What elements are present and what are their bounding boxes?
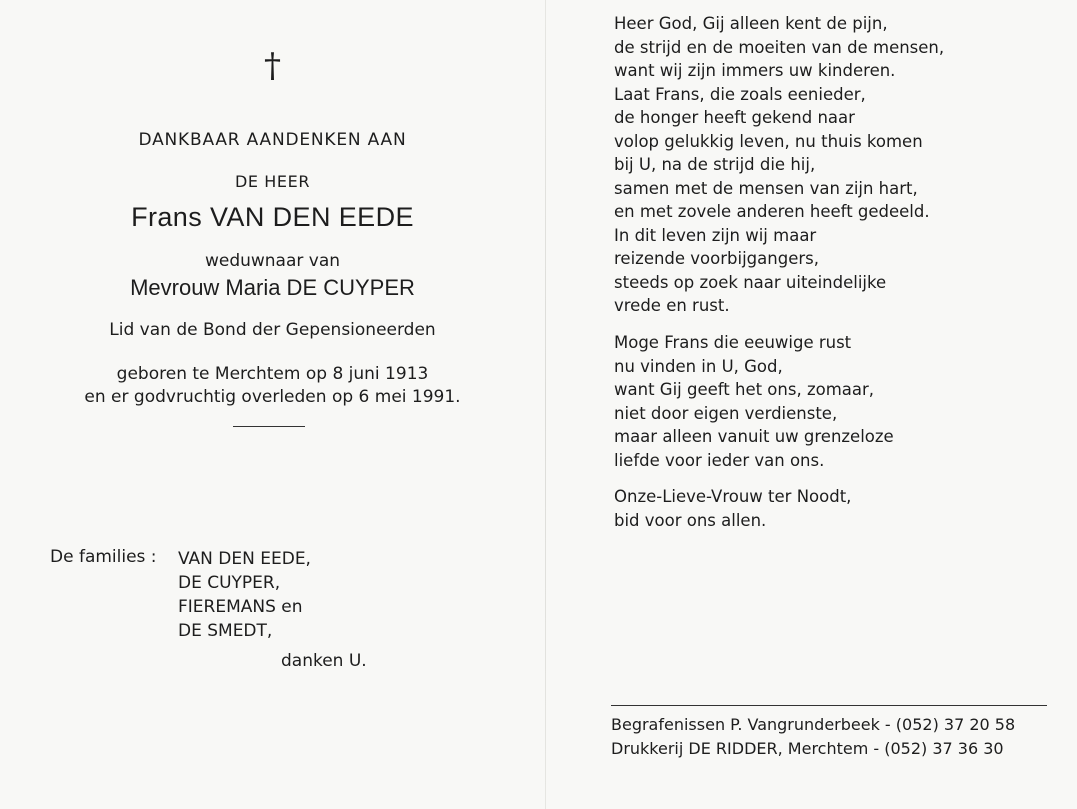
poem-line: In dit leven zijn wij maar <box>614 225 817 245</box>
deceased-name: Frans VAN DEN EEDE <box>131 202 414 232</box>
printer-credits <box>611 713 1015 761</box>
poem-line: de strijd en de moeiten van de mensen, <box>614 37 945 57</box>
poem-line: Onze-Lieve-Vrouw ter Noodt, <box>614 487 852 506</box>
poem-line: Moge Frans die eeuwige rust <box>614 333 852 352</box>
prayer-stanza-1 <box>614 12 944 318</box>
poem-line: liefde voor ieder van ons. <box>614 450 825 470</box>
poem-line: want Gij geeft het ons, zomaar, <box>614 380 875 399</box>
poem-line: maar alleen vanuit uw grenzeloze <box>614 427 894 446</box>
family-names-list <box>178 547 311 643</box>
poem-line: want wij zijn immers uw kinderen. <box>614 61 896 80</box>
poem-line: samen met de mensen van zijn hart, <box>614 178 918 198</box>
cross-icon: † <box>264 46 281 86</box>
birth-line: geboren te Merchtem op 8 juni 1913 <box>116 364 429 384</box>
spouse-name: Mevrouw Maria DE CUYPER <box>130 275 415 300</box>
poem-line: Laat Frans, die zoals eenieder, <box>614 84 866 104</box>
dedication-heading: DANKBAAR AANDENKEN AAN <box>138 130 407 150</box>
relation-text: weduwnaar van <box>204 251 341 271</box>
death-line: en er godvruchtig overleden op 6 mei 1991. <box>84 387 461 407</box>
poem-line: de honger heeft gekend naar <box>614 108 855 127</box>
poem-line: volop gelukkig leven, nu thuis komen <box>614 131 923 151</box>
poem-line: reizende voorbijgangers, <box>614 249 819 268</box>
poem-line: bij U, na de strijd die hij, <box>614 155 816 174</box>
poem-line: nu vinden in U, God, <box>614 356 783 376</box>
card-fold <box>545 0 546 809</box>
honorific: DE HEER <box>234 172 311 191</box>
membership-text: Lid van de Bond der Gepensioneerden <box>109 320 436 340</box>
family-name: DE SMEDT, <box>178 621 273 641</box>
poem-line: steeds op zoek naar uiteindelijke <box>614 272 887 292</box>
poem-line: bid voor ons allen. <box>614 510 767 530</box>
credit-line: Drukkerij DE RIDDER, Merchtem - (052) 37 36 30 <box>611 739 1004 758</box>
family-name: DE CUYPER, <box>178 573 281 593</box>
families-label: De families : <box>50 547 157 567</box>
credit-line: Begrafenissen P. Vangrunderbeek - (052) 37 20 58 <box>611 715 1016 734</box>
poem-line: niet door eigen verdienste, <box>614 403 838 423</box>
prayer-stanza-2 <box>614 331 894 472</box>
family-name: VAN DEN EEDE, <box>178 549 311 569</box>
divider <box>233 426 305 427</box>
poem-line: en met zovele anderen heeft gedeeld. <box>614 202 930 221</box>
thanks-text: danken U. <box>281 651 367 671</box>
poem-line: vrede en rust. <box>614 296 730 315</box>
family-name: FIEREMANS en <box>178 597 303 617</box>
prayer-stanza-3 <box>614 485 851 532</box>
poem-line: Heer God, Gij alleen kent de pijn, <box>614 14 888 33</box>
credits-divider <box>611 705 1047 706</box>
